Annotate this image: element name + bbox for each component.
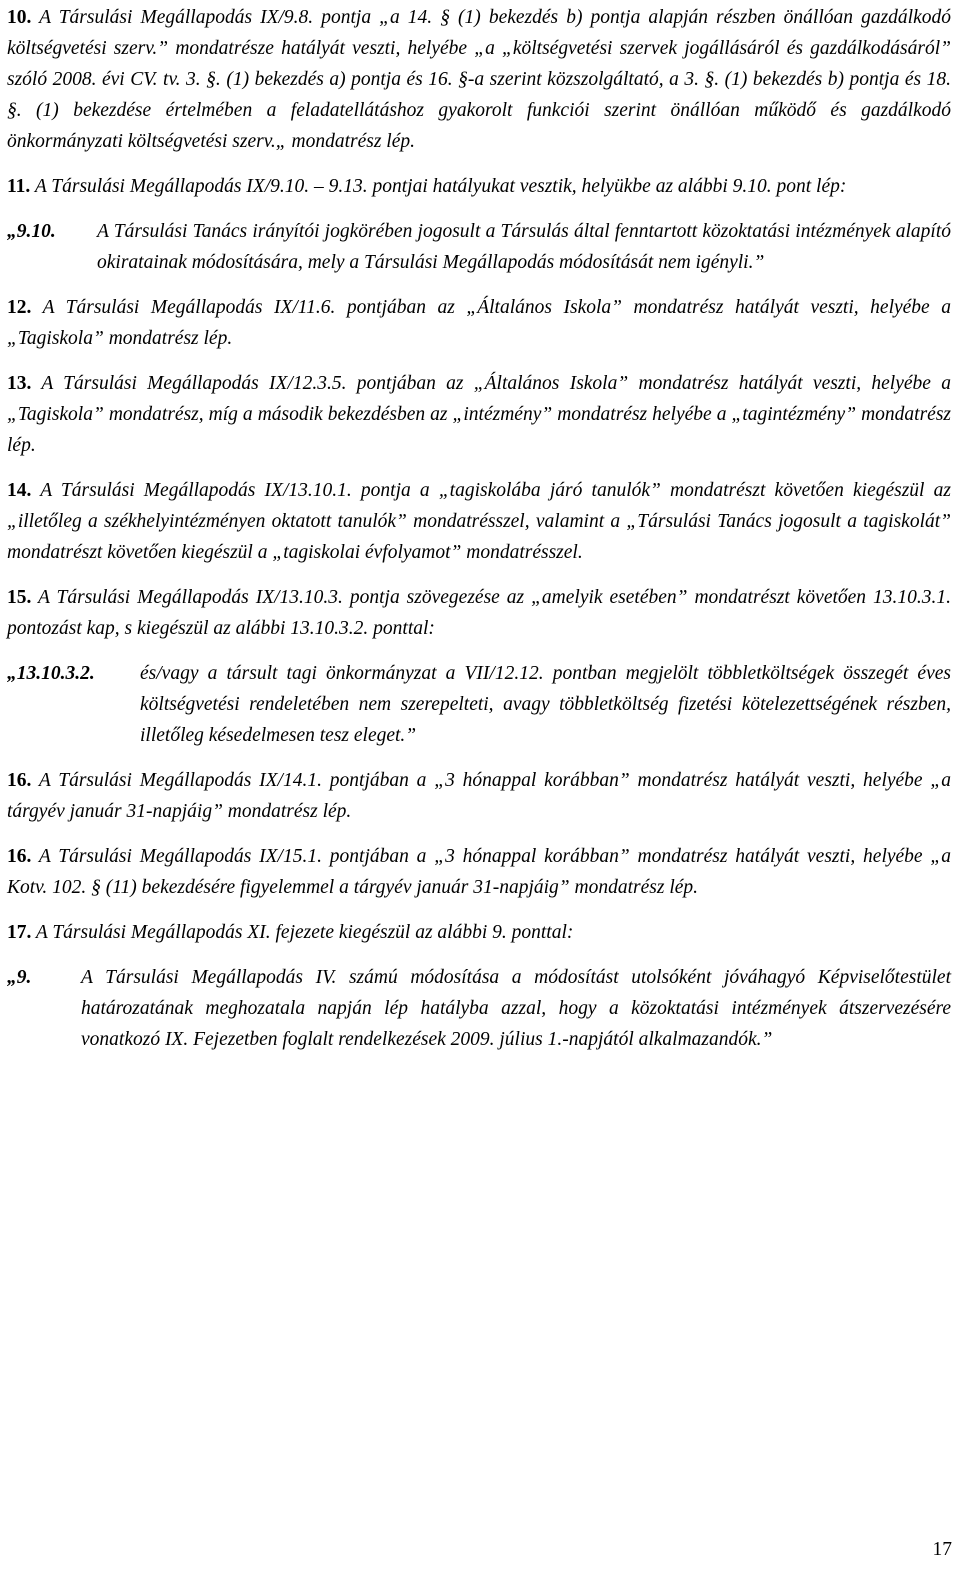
paragraph-text: A Társulási Megállapodás IX/9.8. pontja „a 14. § (1) bekezdés b) pontja alapján részben önállóan gazdálkodó költségvetési szerv.” mondatrésze hatályát veszti, helyébe „a „költségvetési szervek jogállásáról és gazdálkodásáról” szóló 2008. évi CV. tv. 3. §. (1) bekezdés a) pontja és 16. §-a szerint közszolgáltató, a 3. §. (1) bekezdés b) pontja és 18. §. (1) bekezdése értelmében a feladatellátáshoz gyakorolt funkciói szerint önállóan működő és gazdálkodó önkormányzati költségvetési szerv.„ mondatrész lép. xyxy=(7,7,951,152)
paragraph-text: A Társulási Megállapodás XI. fejezete kiegészül az alábbi 9. ponttal: xyxy=(35,922,574,943)
quoted-point-9-10 xyxy=(7,216,951,278)
paragraph-number: 11. xyxy=(7,176,31,197)
quoted-point-text: A Társulási Tanács irányítói jogkörében jogosult a Társulás által fenntartott közoktatási intézmények alapító okiratainak módosítására, mely a Társulási Megállapodás módosítását nem igényli.” xyxy=(97,221,951,273)
quoted-point-text: és/vagy a társult tagi önkormányzat a VII/12.12. pontban megjelölt többletköltségek összegét éves költségvetési rendeletében nem szerepelteti, avagy többletköltség fizetési kötelezettségének részben, illetőleg késedelmesen tesz eleget.” xyxy=(140,663,951,746)
paragraph-text: A Társulási Megállapodás IX/15.1. pontjában a „3 hónappal korábban” mondatrész hatályát veszti, helyébe „a Kotv. 102. § (11) bekezdésére figyelemmel a tárgyév január 31-napjáig” mondatrész lép. xyxy=(7,846,951,898)
document-page xyxy=(7,2,951,1069)
paragraph-text: A Társulási Megállapodás IX/14.1. pontjában a „3 hónappal korábban” mondatrész hatályát veszti, helyébe „a tárgyév január 31-napjáig” mondatrész lép. xyxy=(7,770,951,822)
paragraph-number: 15. xyxy=(7,587,32,608)
paragraph-16a xyxy=(7,765,951,827)
paragraph-number: 16. xyxy=(7,846,32,867)
paragraph-12 xyxy=(7,292,951,354)
paragraph-number: 17. xyxy=(7,922,32,943)
page-number: 17 xyxy=(932,1539,952,1560)
paragraph-text: A Társulási Megállapodás IX/9.10. – 9.13. pontjai hatályukat vesztik, helyükbe az alábbi 9.10. pont lép: xyxy=(34,176,847,197)
paragraph-text: A Társulási Megállapodás IX/13.10.3. pontja szövegezése az „amelyik esetében” mondatrészt követően 13.10.3.1. pontozást kap, s kiegészül az alábbi 13.10.3.2. ponttal: xyxy=(7,587,952,639)
paragraph-11 xyxy=(7,171,951,202)
quoted-point-text: A Társulási Megállapodás IV. számú módosítása a módosítást utolsóként jóváhagyó Képviselőtestület határozatának meghozatala napján lép hatályba azzal, hogy a közoktatási intézmények átszervezésére vonatkozó IX. Fejezetben foglalt rendelkezések 2009. július 1.-napjától alkalmazandók.” xyxy=(81,967,951,1050)
paragraph-number: 14. xyxy=(7,480,32,501)
paragraph-text: A Társulási Megállapodás IX/13.10.1. pontja a „tagiskolába járó tanulók” mondatrészt követően kiegészül az „illetőleg a székhelyintézményen oktatott tanulók” mondatrésszel, valamint a „Társulási Tanács jogosult a tagiskolát” mondatrészt követően kiegészül a „tagiskolai évfolyamot” mondatrésszel. xyxy=(7,480,951,563)
paragraph-text: A Társulási Megállapodás IX/12.3.5. pontjában az „Általános Iskola” mondatrész hatályát veszti, helyébe a „Tagiskola” mondatrész, míg a második bekezdésben az „intézmény” mondatrész helyébe a „tagintézmény” mondatrész lép. xyxy=(7,373,951,456)
paragraph-text: A Társulási Megállapodás IX/11.6. pontjában az „Általános Iskola” mondatrész hatályát veszti, helyébe a „Tagiskola” mondatrész lép. xyxy=(7,297,951,349)
quoted-point-number: „9. xyxy=(7,967,32,988)
paragraph-15 xyxy=(7,582,951,644)
paragraph-number: 12. xyxy=(7,297,32,318)
quoted-point-number: „9.10. xyxy=(7,221,56,242)
paragraph-17 xyxy=(7,917,951,948)
paragraph-number: 16. xyxy=(7,770,32,791)
paragraph-10 xyxy=(7,2,951,157)
paragraph-14 xyxy=(7,475,951,568)
quoted-point-13-10-3-2 xyxy=(7,658,951,751)
quoted-point-number: „13.10.3.2. xyxy=(7,663,95,684)
paragraph-16b xyxy=(7,841,951,903)
quoted-point-9 xyxy=(7,962,951,1055)
paragraph-13 xyxy=(7,368,951,461)
paragraph-number: 13. xyxy=(7,373,32,394)
paragraph-number: 10. xyxy=(7,7,32,28)
